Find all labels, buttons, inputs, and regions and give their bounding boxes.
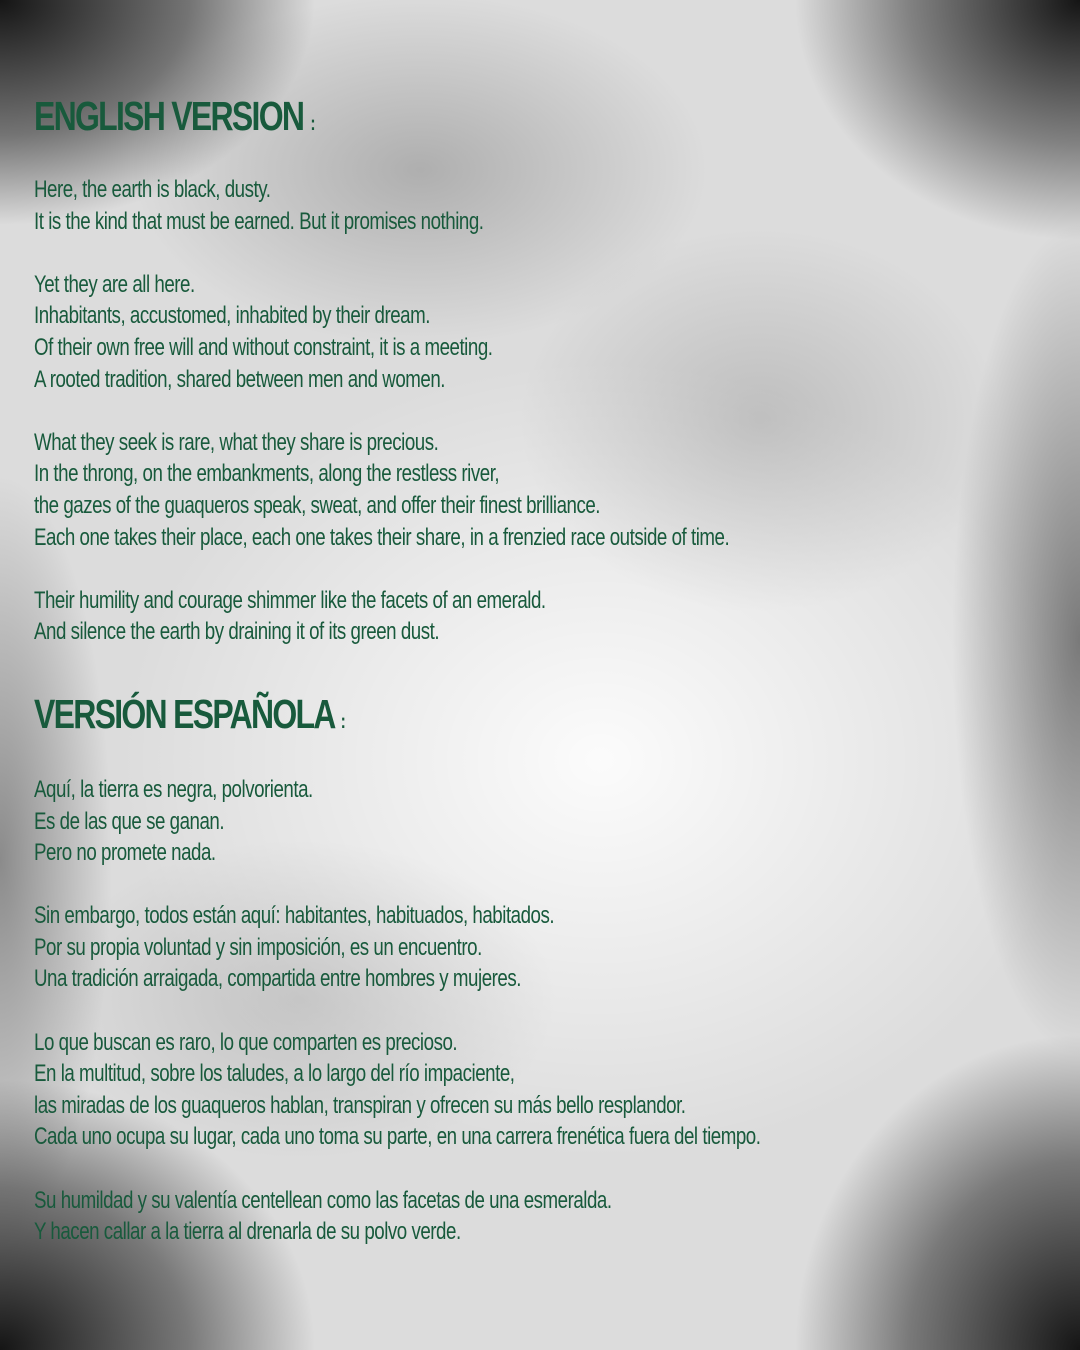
spanish-stanza-1: [34, 774, 1044, 869]
spanish-heading-text: VERSIÓN ESPAÑOLA: [34, 690, 334, 737]
poem-line: Cada uno ocupa su lugar, cada uno toma su parte, en una carrera frenética fuera del tiempo.: [34, 1123, 761, 1151]
english-heading-text: ENGLISH VERSION: [34, 93, 304, 139]
poem-line: Y hacen callar a la tierra al drenarla de su polvo verde.: [34, 1218, 461, 1246]
poem-line: Sin embargo, todos están aquí: habitantes, habituados, habitados.: [34, 902, 555, 930]
poem-line: In the throng, on the embankments, along the restless river,: [34, 460, 500, 488]
poem-line: the gazes of the guaqueros speak, sweat, and offer their finest brilliance.: [34, 491, 601, 519]
poem-line: Inhabitants, accustomed, inhabited by their dream.: [34, 302, 430, 330]
poem-line: Lo que buscan es raro, lo que comparten es precioso.: [34, 1028, 458, 1056]
poem-line: las miradas de los guaqueros hablan, transpiran y ofrecen su más bello resplandor.: [34, 1091, 686, 1119]
poem-line: A rooted tradition, shared between men and women.: [34, 365, 446, 393]
poem-line: Pero no promete nada.: [34, 839, 216, 867]
poem-line: Su humildad y su valentía centellean como las facetas de una esmeralda.: [34, 1186, 612, 1214]
poem-line: Each one takes their place, each one takes their share, in a frenzied race outside of time.: [34, 523, 730, 551]
english-heading-colon: :: [310, 113, 316, 135]
spanish-stanza-3: [34, 1027, 1044, 1153]
poem-line: Yet they are all here.: [34, 270, 195, 298]
poem-line: Of their own free will and without constraint, it is a meeting.: [34, 333, 493, 361]
poem-line: Their humility and courage shimmer like the facets of an emerald.: [34, 586, 546, 614]
english-version-heading: [34, 92, 822, 140]
poem-line: Here, the earth is black, dusty.: [34, 176, 271, 203]
spanish-stanza-4: [34, 1185, 1044, 1248]
spanish-heading-colon: :: [340, 710, 346, 733]
english-stanza-3: [34, 427, 1044, 553]
poem-line: En la multitud, sobre los taludes, a lo largo del río impaciente,: [34, 1060, 515, 1088]
poem-line: Aquí, la tierra es negra, polvorienta.: [34, 775, 313, 803]
spanish-stanza-2: [34, 900, 1044, 995]
english-stanza-2: [34, 269, 1044, 395]
poem-line: Es de las que se ganan.: [34, 807, 225, 835]
poem-line: What they seek is rare, what they share is precious.: [34, 428, 439, 456]
poem-document: [34, 92, 1044, 1248]
poem-line: Una tradición arraigada, compartida entre hombres y mujeres.: [34, 965, 521, 993]
poem-line: It is the kind that must be earned. But it promises nothing.: [34, 207, 484, 235]
english-stanza-1: [34, 174, 1044, 237]
spanish-version-heading: [34, 690, 822, 738]
poem-line: And silence the earth by draining it of its green dust.: [34, 618, 440, 646]
poem-line: Por su propia voluntad y sin imposición, es un encuentro.: [34, 933, 482, 961]
english-stanza-4: [34, 585, 1044, 648]
